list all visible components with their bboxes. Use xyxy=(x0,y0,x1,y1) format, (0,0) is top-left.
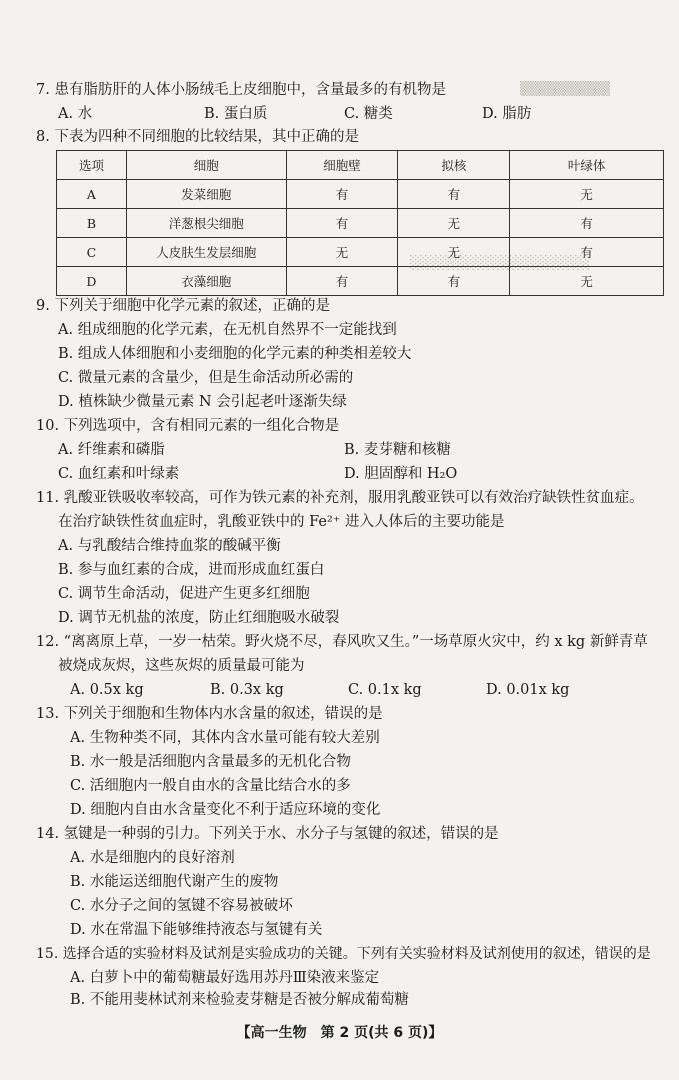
show-through-noise: ░░░░░░░░░░░░░░░░░░ xyxy=(410,256,590,271)
table-cell: 无 xyxy=(398,238,510,267)
question-13-option-b: B. 水一般是活细胞内含量最多的无机化合物 xyxy=(70,754,351,770)
question-13-option-d: D. 细胞内自由水含量变化不利于适应环境的变化 xyxy=(70,802,381,818)
table-cell: 有 xyxy=(286,267,398,296)
table-row xyxy=(57,238,664,267)
table-header-cell: 叶绿体 xyxy=(510,151,664,180)
question-12-option-a: A. 0.5x kg xyxy=(70,682,144,698)
table-header-cell: 细胞壁 xyxy=(286,151,398,180)
question-11-stem-line-2: 在治疗缺铁性贫血症时，乳酸亚铁中的 Fe²⁺ 进入人体后的主要功能是 xyxy=(58,514,505,530)
question-10-option-d: D. 胆固醇和 H₂O xyxy=(344,466,458,482)
question-12-option-b: B. 0.3x kg xyxy=(210,682,284,698)
table-cell: 无 xyxy=(286,238,398,267)
question-9-option-b: B. 组成人体细胞和小麦细胞的化学元素的种类相差较大 xyxy=(58,346,412,362)
question-14-option-a: A. 水是细胞内的良好溶剂 xyxy=(70,850,235,866)
table-cell: 无 xyxy=(510,267,664,296)
question-14-option-c: C. 水分子之间的氢键不容易被破坏 xyxy=(70,898,293,914)
table-cell: C xyxy=(57,238,127,267)
question-7-option-a: A. 水 xyxy=(58,106,93,122)
question-12-option-d: D. 0.01x kg xyxy=(486,682,570,698)
question-7-option-c: C. 糖类 xyxy=(344,106,393,122)
question-14-option-d: D. 水在常温下能够维持液态与氢键有关 xyxy=(70,922,323,938)
question-12-stem-line-2: 被烧成灰烬，这些灰烬的质量最可能为 xyxy=(58,658,305,674)
table-cell: 无 xyxy=(510,180,664,209)
question-9-option-a: A. 组成细胞的化学元素，在无机自然界不一定能找到 xyxy=(58,322,397,338)
question-13-option-c: C. 活细胞内一般自由水的含量比结合水的多 xyxy=(70,778,351,794)
question-11-stem-line-1: 11. 乳酸亚铁吸收率较高，可作为铁元素的补充剂，服用乳酸亚铁可以有效治疗缺铁性贫血症。 xyxy=(36,490,644,506)
question-10-option-c: C. 血红素和叶绿素 xyxy=(58,466,180,482)
show-through-noise: ▒▒▒▒▒▒▒▒▒ xyxy=(520,82,610,97)
question-13-option-a: A. 生物种类不同，其体内含水量可能有较大差别 xyxy=(70,730,380,746)
question-11-option-c: C. 调节生命活动，促进产生更多红细胞 xyxy=(58,586,310,602)
table-cell: D xyxy=(57,267,127,296)
question-13-stem: 13. 下列关于细胞和生物体内水含量的叙述，错误的是 xyxy=(36,706,383,722)
table-cell: 衣藻细胞 xyxy=(126,267,286,296)
question-15-option-a: A. 白萝卜中的葡萄糖最好选用苏丹Ⅲ染液来鉴定 xyxy=(70,970,380,986)
question-11-option-b: B. 参与血红素的合成，进而形成血红蛋白 xyxy=(58,562,325,578)
table-row xyxy=(57,180,664,209)
question-9-stem: 9. 下列关于细胞中化学元素的叙述，正确的是 xyxy=(36,298,330,314)
table-cell: 人皮肤生发层细胞 xyxy=(126,238,286,267)
table-cell: B xyxy=(57,209,127,238)
table-row xyxy=(57,267,664,296)
table-cell: 有 xyxy=(398,180,510,209)
question-10-option-b: B. 麦芽糖和核糖 xyxy=(344,442,451,458)
table-cell: 有 xyxy=(398,267,510,296)
question-15-stem: 15. 选择合适的实验材料及试剂是实验成功的关键。下列有关实验材料及试剂使用的叙述，错误的是 xyxy=(36,946,651,962)
table-cell: 有 xyxy=(510,209,664,238)
question-14-option-b: B. 水能运送细胞代谢产生的废物 xyxy=(70,874,279,890)
table-row xyxy=(57,209,664,238)
question-11-option-d: D. 调节无机盐的浓度，防止红细胞吸水破裂 xyxy=(58,610,340,626)
table-header-cell: 拟核 xyxy=(398,151,510,180)
cell-comparison-table xyxy=(56,150,664,296)
table-cell: 无 xyxy=(398,209,510,238)
table-cell: A xyxy=(57,180,127,209)
question-7-option-d: D. 脂肪 xyxy=(482,106,532,122)
question-9-option-c: C. 微量元素的含量少，但是生命活动所必需的 xyxy=(58,370,354,386)
table-cell: 有 xyxy=(286,209,398,238)
question-7-stem: 7. 患有脂肪肝的人体小肠绒毛上皮细胞中，含量最多的有机物是 xyxy=(36,82,446,98)
table-header-row xyxy=(57,151,664,180)
question-10-stem: 10. 下列选项中，含有相同元素的一组化合物是 xyxy=(36,418,340,434)
question-10-option-a: A. 纤维素和磷脂 xyxy=(58,442,165,458)
question-7-option-b: B. 蛋白质 xyxy=(204,106,268,122)
question-14-stem: 14. 氢键是一种弱的引力。下列关于水、水分子与氢键的叙述，错误的是 xyxy=(36,826,499,842)
question-15-option-b: B. 不能用斐林试剂来检验麦芽糖是否被分解成葡萄糖 xyxy=(70,992,409,1008)
table-header-cell: 细胞 xyxy=(126,151,286,180)
question-12-stem-line-1: 12. “离离原上草，一岁一枯荣。野火烧不尽，春风吹又生。”一场草原火灾中，约 x kg 新鲜青草 xyxy=(36,634,648,650)
question-9-option-d: D. 植株缺少微量元素 N 会引起老叶逐渐失绿 xyxy=(58,394,347,410)
page-footer: 【高一生物 第 2 页(共 6 页)】 xyxy=(236,1025,443,1041)
question-11-option-a: A. 与乳酸结合维持血浆的酸碱平衡 xyxy=(58,538,281,554)
question-12-option-c: C. 0.1x kg xyxy=(348,682,422,698)
table-cell: 有 xyxy=(510,238,664,267)
table-cell: 有 xyxy=(286,180,398,209)
table-header-cell: 选项 xyxy=(57,151,127,180)
table-cell: 洋葱根尖细胞 xyxy=(126,209,286,238)
table-cell: 发菜细胞 xyxy=(126,180,286,209)
question-8-stem: 8. 下表为四种不同细胞的比较结果，其中正确的是 xyxy=(36,129,359,145)
